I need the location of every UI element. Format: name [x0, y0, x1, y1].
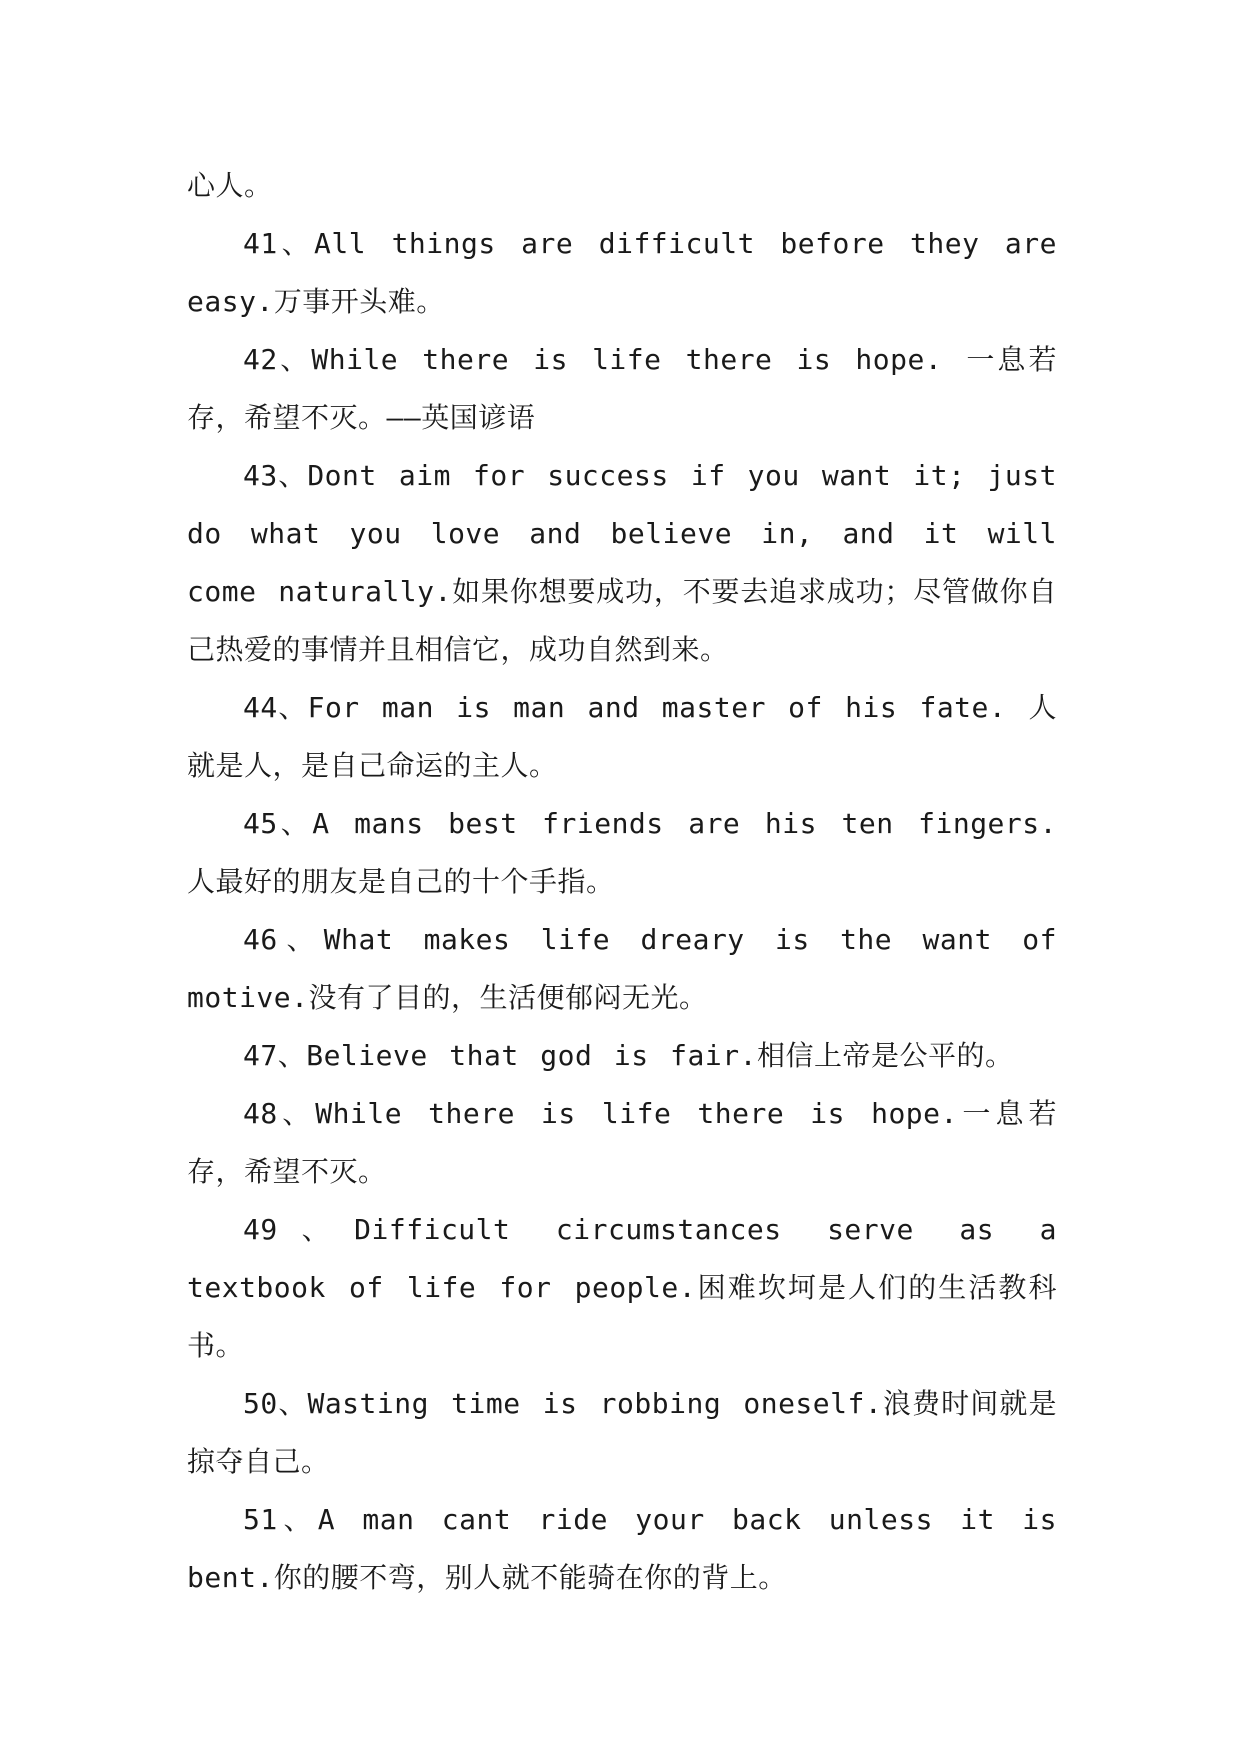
- paragraph-43: 43、Dont aim for success if you want it; just do what you love and believe in, and it will come naturally.如果你想要成功，不要去追求成功；尽管做你自己热爱的事情并且相信它，成功自然到来。: [187, 459, 1057, 666]
- paragraph-44: 44、For man is man and master of his fate. 人就是人，是自己命运的主人。: [187, 691, 1057, 782]
- paragraph-48: 48、While there is life there is hope.一息若存，希望不灭。: [187, 1097, 1057, 1188]
- paragraph-42: 42、While there is life there is hope. 一息若存，希望不灭。——英国谚语: [187, 343, 1057, 434]
- paragraph-49: 49、Difficult circumstances serve as a textbook of life for people.困难坎坷是人们的生活教科书。: [187, 1213, 1057, 1362]
- paragraph-47: 47、Believe that god is fair.相信上帝是公平的。: [243, 1039, 1014, 1072]
- paragraph-46: 46、What makes life dreary is the want of motive.没有了目的，生活便郁闷无光。: [187, 923, 1057, 1014]
- paragraph-51: 51、A man cant ride your back unless it is bent.你的腰不弯，别人就不能骑在你的背上。: [187, 1503, 1057, 1594]
- document-body: [187, 157, 1057, 1607]
- paragraph-45: 45、A mans best friends are his ten fingers.人最好的朋友是自己的十个手指。: [187, 807, 1057, 898]
- paragraph-continuation: 心人。: [187, 169, 273, 202]
- paragraph-50: 50、Wasting time is robbing oneself.浪费时间就是掠夺自己。: [187, 1387, 1057, 1478]
- paragraph-41: 41、All things are difficult before they are easy.万事开头难。: [187, 227, 1057, 318]
